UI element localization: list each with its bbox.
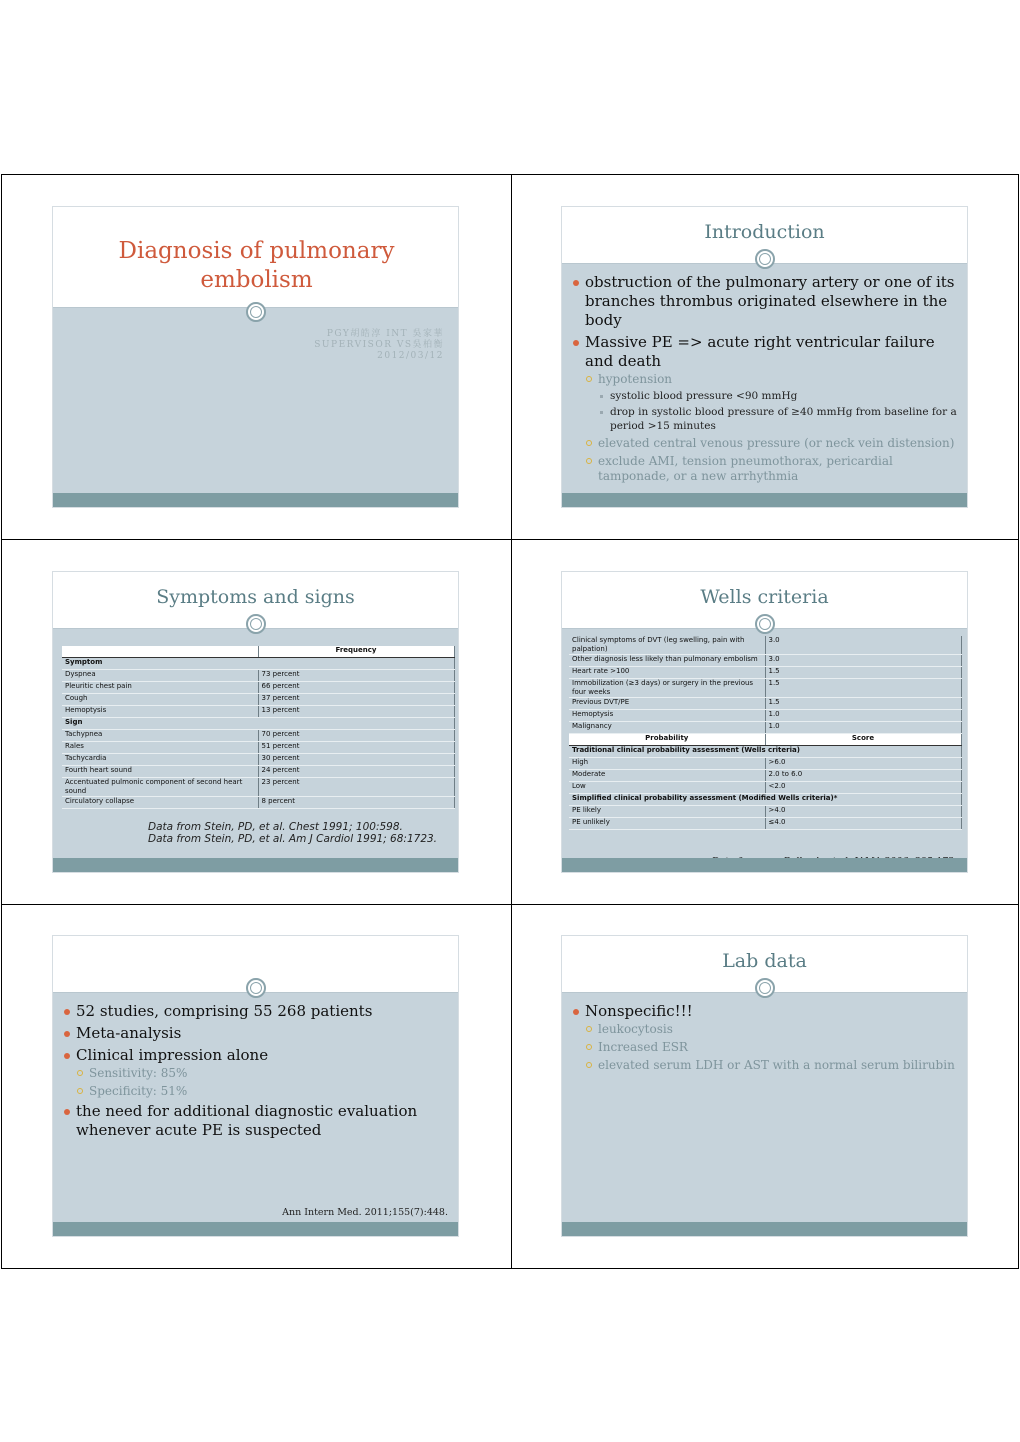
author-line-2: SUPERVISOR VS吳柏衡 [314, 340, 444, 350]
slide-title: Lab data [722, 950, 807, 972]
bullet-list [571, 1002, 961, 1076]
table-row: Malignancy 1.0 [569, 722, 961, 734]
table-source: Data from Stein, PD, et al. Chest 1991; 100:598. Data from Stein, PD, et al. Am J Cardiol 1991; 68:1723. [148, 821, 438, 845]
ring-ornament-icon [246, 614, 266, 634]
slide-footer-bar [53, 1222, 458, 1236]
table-row: Heart rate >100 1.5 [569, 667, 961, 679]
table-row: Clinical symptoms of DVT (leg swelling, pain with palpation) 3.0 [569, 636, 961, 655]
table-header-row: Frequency [62, 646, 454, 658]
slide-footer-bar [562, 1222, 967, 1236]
table-row: Previous DVT/PE 1.5 [569, 698, 961, 710]
author-line-1: PGY胡皓淳 INT 吳家華 [326, 329, 444, 339]
table-header-row: Probability Score [569, 734, 961, 746]
table-row: Pleuritic chest pain 66 percent [62, 682, 454, 694]
sub-bullet-item: hypotension systolic blood pressure <90 mmHg drop in systolic blood pressure of ≥40 mmHg from baseline for a period >15 minutes [585, 372, 963, 433]
ring-ornament-icon [755, 978, 775, 998]
slide-title: Wells criteria [700, 586, 829, 608]
table-row: Circulatory collapse 8 percent [62, 797, 454, 809]
bullet-item: obstruction of the pulmonary artery or one of its branches thrombus originated elsewhere in the body [571, 273, 963, 330]
table-row: Immobilization (≥3 days) or surgery in the previous four weeks 1.5 [569, 679, 961, 698]
table-row: Tachypnea 70 percent [62, 730, 454, 742]
slide-footer-bar [562, 858, 967, 872]
table-row: Hemoptysis 13 percent [62, 706, 454, 718]
slide-title: Symptoms and signs [156, 586, 355, 608]
sub-bullet-item: exclude AMI, tension pneumothorax, pericardial tamponade, or a new arrhythmia [585, 454, 963, 484]
bullet-item: Massive PE => acute right ventricular failure and death hypotension systolic blood pressure <90 mmHg drop in systolic blood pressure of ≥40 mmHg from baseline for a period >15 minutes elevated central venous pressure (or neck vein distension) exclude AMI, tension pneumothorax, pericardial tamponade, or a new arrhythmia [571, 333, 963, 484]
table-group-row: Symptom [62, 658, 454, 670]
table-row: Tachycardia 30 percent [62, 754, 454, 766]
table-row: Accentuated pulmonic component of second heart sound 23 percent [62, 778, 454, 797]
ring-ornament-icon [246, 978, 266, 998]
sub-sub-bullet-item: drop in systolic blood pressure of ≥40 mmHg from baseline for a period >15 minutes [598, 405, 963, 433]
ring-ornament-icon [755, 614, 775, 634]
table-row: Fourth heart sound 24 percent [62, 766, 454, 778]
bullet-item: Clinical impression alone Sensitivity: 85% Specificity: 51% [62, 1046, 442, 1099]
table-row: Hemoptysis 1.0 [569, 710, 961, 722]
wells-table [569, 636, 962, 830]
grid-divider-row1 [2, 539, 1018, 540]
sub-bullet-item: Sensitivity: 85% [76, 1066, 442, 1081]
bullet-item: the need for additional diagnostic evaluation whenever acute PE is suspected [62, 1102, 442, 1140]
bullet-item: 52 studies, comprising 55 268 patients [62, 1002, 442, 1021]
grid-divider-vertical [511, 175, 512, 1268]
bullet-list [62, 1002, 442, 1143]
bullet-item: Nonspecific!!! leukocytosis Increased ESR elevated serum LDH or AST with a normal serum bilirubin [571, 1002, 961, 1073]
bullet-item: Meta-analysis [62, 1024, 442, 1043]
slide-main-title: Diagnosis of pulmonary embolism [118, 238, 395, 293]
citation: Ann Intern Med. 2011;155(7):448. [282, 1207, 448, 1218]
slide-meta-analysis [52, 935, 459, 1237]
table-row: Dyspnea 73 percent [62, 670, 454, 682]
table-row: PE unlikely ≤4.0 [569, 818, 961, 830]
grid-divider-row2 [2, 904, 1018, 905]
bullet-list [571, 273, 963, 487]
sub-bullet-item: leukocytosis [585, 1022, 961, 1037]
sub-bullet-item: elevated serum LDH or AST with a normal serum bilirubin [585, 1058, 961, 1073]
table-group-row: Traditional clinical probability assessment (Wells criteria) [569, 746, 961, 758]
slide-lab-data [561, 935, 968, 1237]
slide-symptoms-signs [52, 571, 459, 873]
slide-wells-criteria [561, 571, 968, 873]
table-row: Other diagnosis less likely than pulmonary embolism 3.0 [569, 655, 961, 667]
table-row: Cough 37 percent [62, 694, 454, 706]
table-row: High >6.0 [569, 758, 961, 770]
sub-bullet-item: Specificity: 51% [76, 1084, 442, 1099]
slide-footer-bar [53, 493, 458, 507]
date: 2012/03/12 [377, 351, 444, 361]
table-row: Rales 51 percent [62, 742, 454, 754]
table-row: PE likely >4.0 [569, 806, 961, 818]
ring-ornament-icon [755, 249, 775, 269]
ring-ornament-icon [246, 302, 266, 322]
symptoms-table [62, 646, 455, 809]
table-row: Low <2.0 [569, 782, 961, 794]
table-group-row: Simplified clinical probability assessment (Modified Wells criteria)* [569, 794, 961, 806]
table-group-row: Sign [62, 718, 454, 730]
slide-introduction [561, 206, 968, 508]
slide-footer-bar [562, 493, 967, 507]
slide-title [52, 206, 459, 508]
sub-bullet-item: Increased ESR [585, 1040, 961, 1055]
slide-title: Introduction [704, 221, 825, 243]
sub-bullet-item: elevated central venous pressure (or neck vein distension) [585, 436, 963, 451]
table-row: Moderate 2.0 to 6.0 [569, 770, 961, 782]
sub-sub-bullet-item: systolic blood pressure <90 mmHg [598, 389, 963, 403]
slide-footer-bar [53, 858, 458, 872]
